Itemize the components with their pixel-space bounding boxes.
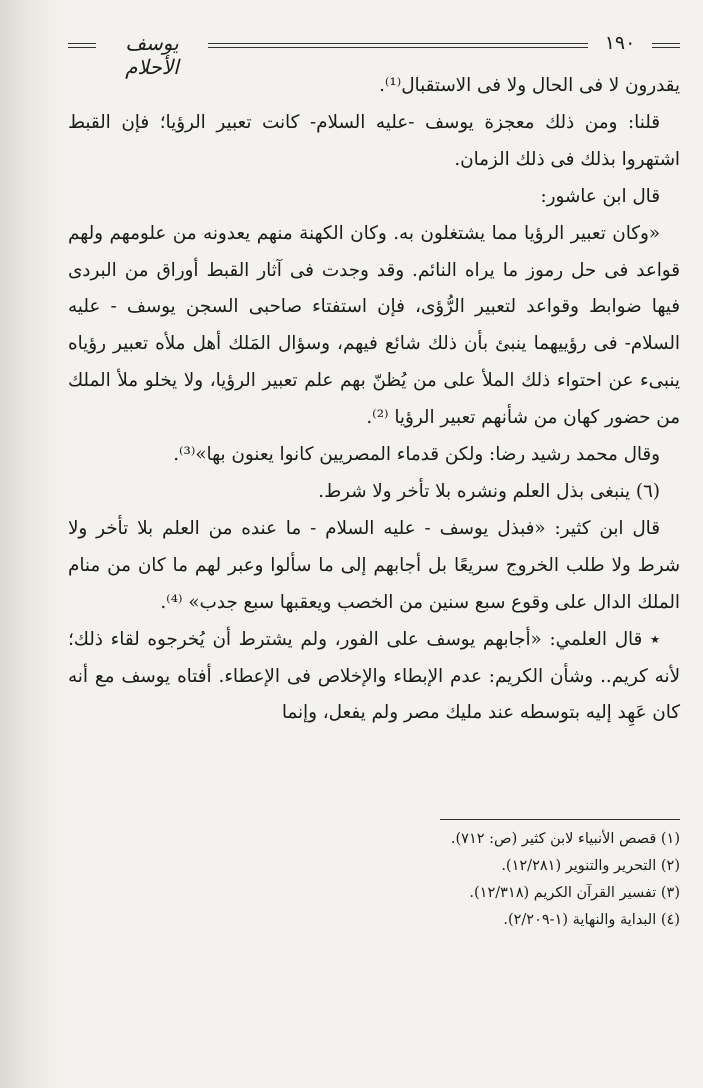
header-rule-middle (208, 43, 588, 48)
paragraph: وقال محمد رشيد رضا: ولكن قدماء المصريين كانوا يعنون بها»⁽³⁾. (173, 444, 660, 466)
book-page (68, 0, 680, 1088)
running-header (68, 31, 680, 79)
main-text (68, 68, 680, 732)
paragraph: يقدرون لا فى الحال ولا فى الاستقبال⁽¹⁾. (379, 75, 680, 96)
footnote-separator (440, 819, 680, 820)
header-rule-left (68, 43, 96, 48)
footnote: (٢) التحرير والتنوير (١٢/٢٨١). (501, 858, 680, 874)
quote-paragraph: قال ابن كثير: «فبذل يوسف - عليه السلام - ما عنده من العلم بلا تأخر ولا شرط ولا طلب الخروج سريعًا بل أجابهم إلى ما سألوا وعبر لهم ما كان من منام الملك الدال على وقوع سبع سنين من الخصب ويعقبها سبع جدب» ⁽⁴⁾. (68, 517, 680, 613)
page-number: ١٩٠ (604, 32, 636, 54)
section-heading: (٦) ينبغى بذل العلم ونشره بلا تأخر ولا شرط. (318, 480, 660, 502)
paragraph: قلنا: ومن ذلك معجزة يوسف -عليه السلام- كانت تعبير الرؤيا؛ فإن القبط اشتهروا بذلك فى ذلك الزمان. (68, 111, 680, 170)
book-spine-shadow (0, 0, 70, 1088)
paragraph: ٭ قال العلمي: «أجابهم يوسف على الفور، ولم يشترط أن يُخرجوه لقاء ذلك؛ لأنه كريم.. وشأن الكريم: عدم الإبطاء والإخلاص فى الإعطاء. أفتاه يوسف مع أنه كان عَهِد إليه بتوسطه عند مليك مصر ولم يفعل، وإنما (68, 628, 680, 724)
header-rule-right (652, 43, 680, 48)
paragraph: قال ابن عاشور: (540, 185, 660, 207)
footnotes (68, 826, 680, 934)
footnote: (٤) البداية والنهاية (١-٢/٢٠٩). (503, 912, 680, 928)
footnote: (٣) تفسير القرآن الكريم (١٢/٣١٨). (469, 885, 680, 901)
quote-paragraph: «وكان تعبير الرؤيا مما يشتغلون به. وكان الكهنة منهم يعدونه من علومهم ولهم قواعد فى حل رموز ما يراه النائم. وقد وجدت فى آثار القبط أوراق من البردى فيها ضوابط وقواعد لتعبير الرُّؤى، فإن استفتاء صاحبى السجن يوسف - عليه السلام- فى رؤييهما ينبئ بأن ذلك شائع فيهم، وسؤال المَلك أهل ملأه تعبير رؤياه ينبىء عن احتواء ذلك الملأ على من يُظنّ بهم علم تعبير الرؤيا، ولا يخلو ملأ الملك من حضور كهان من شأنهم تعبير الرؤيا ⁽²⁾. (68, 222, 680, 429)
footnote: (١) قصص الأنبياء لابن كثير (ص: ٧١٢). (450, 831, 680, 847)
book-title: يوسف الأحلام (125, 31, 179, 79)
